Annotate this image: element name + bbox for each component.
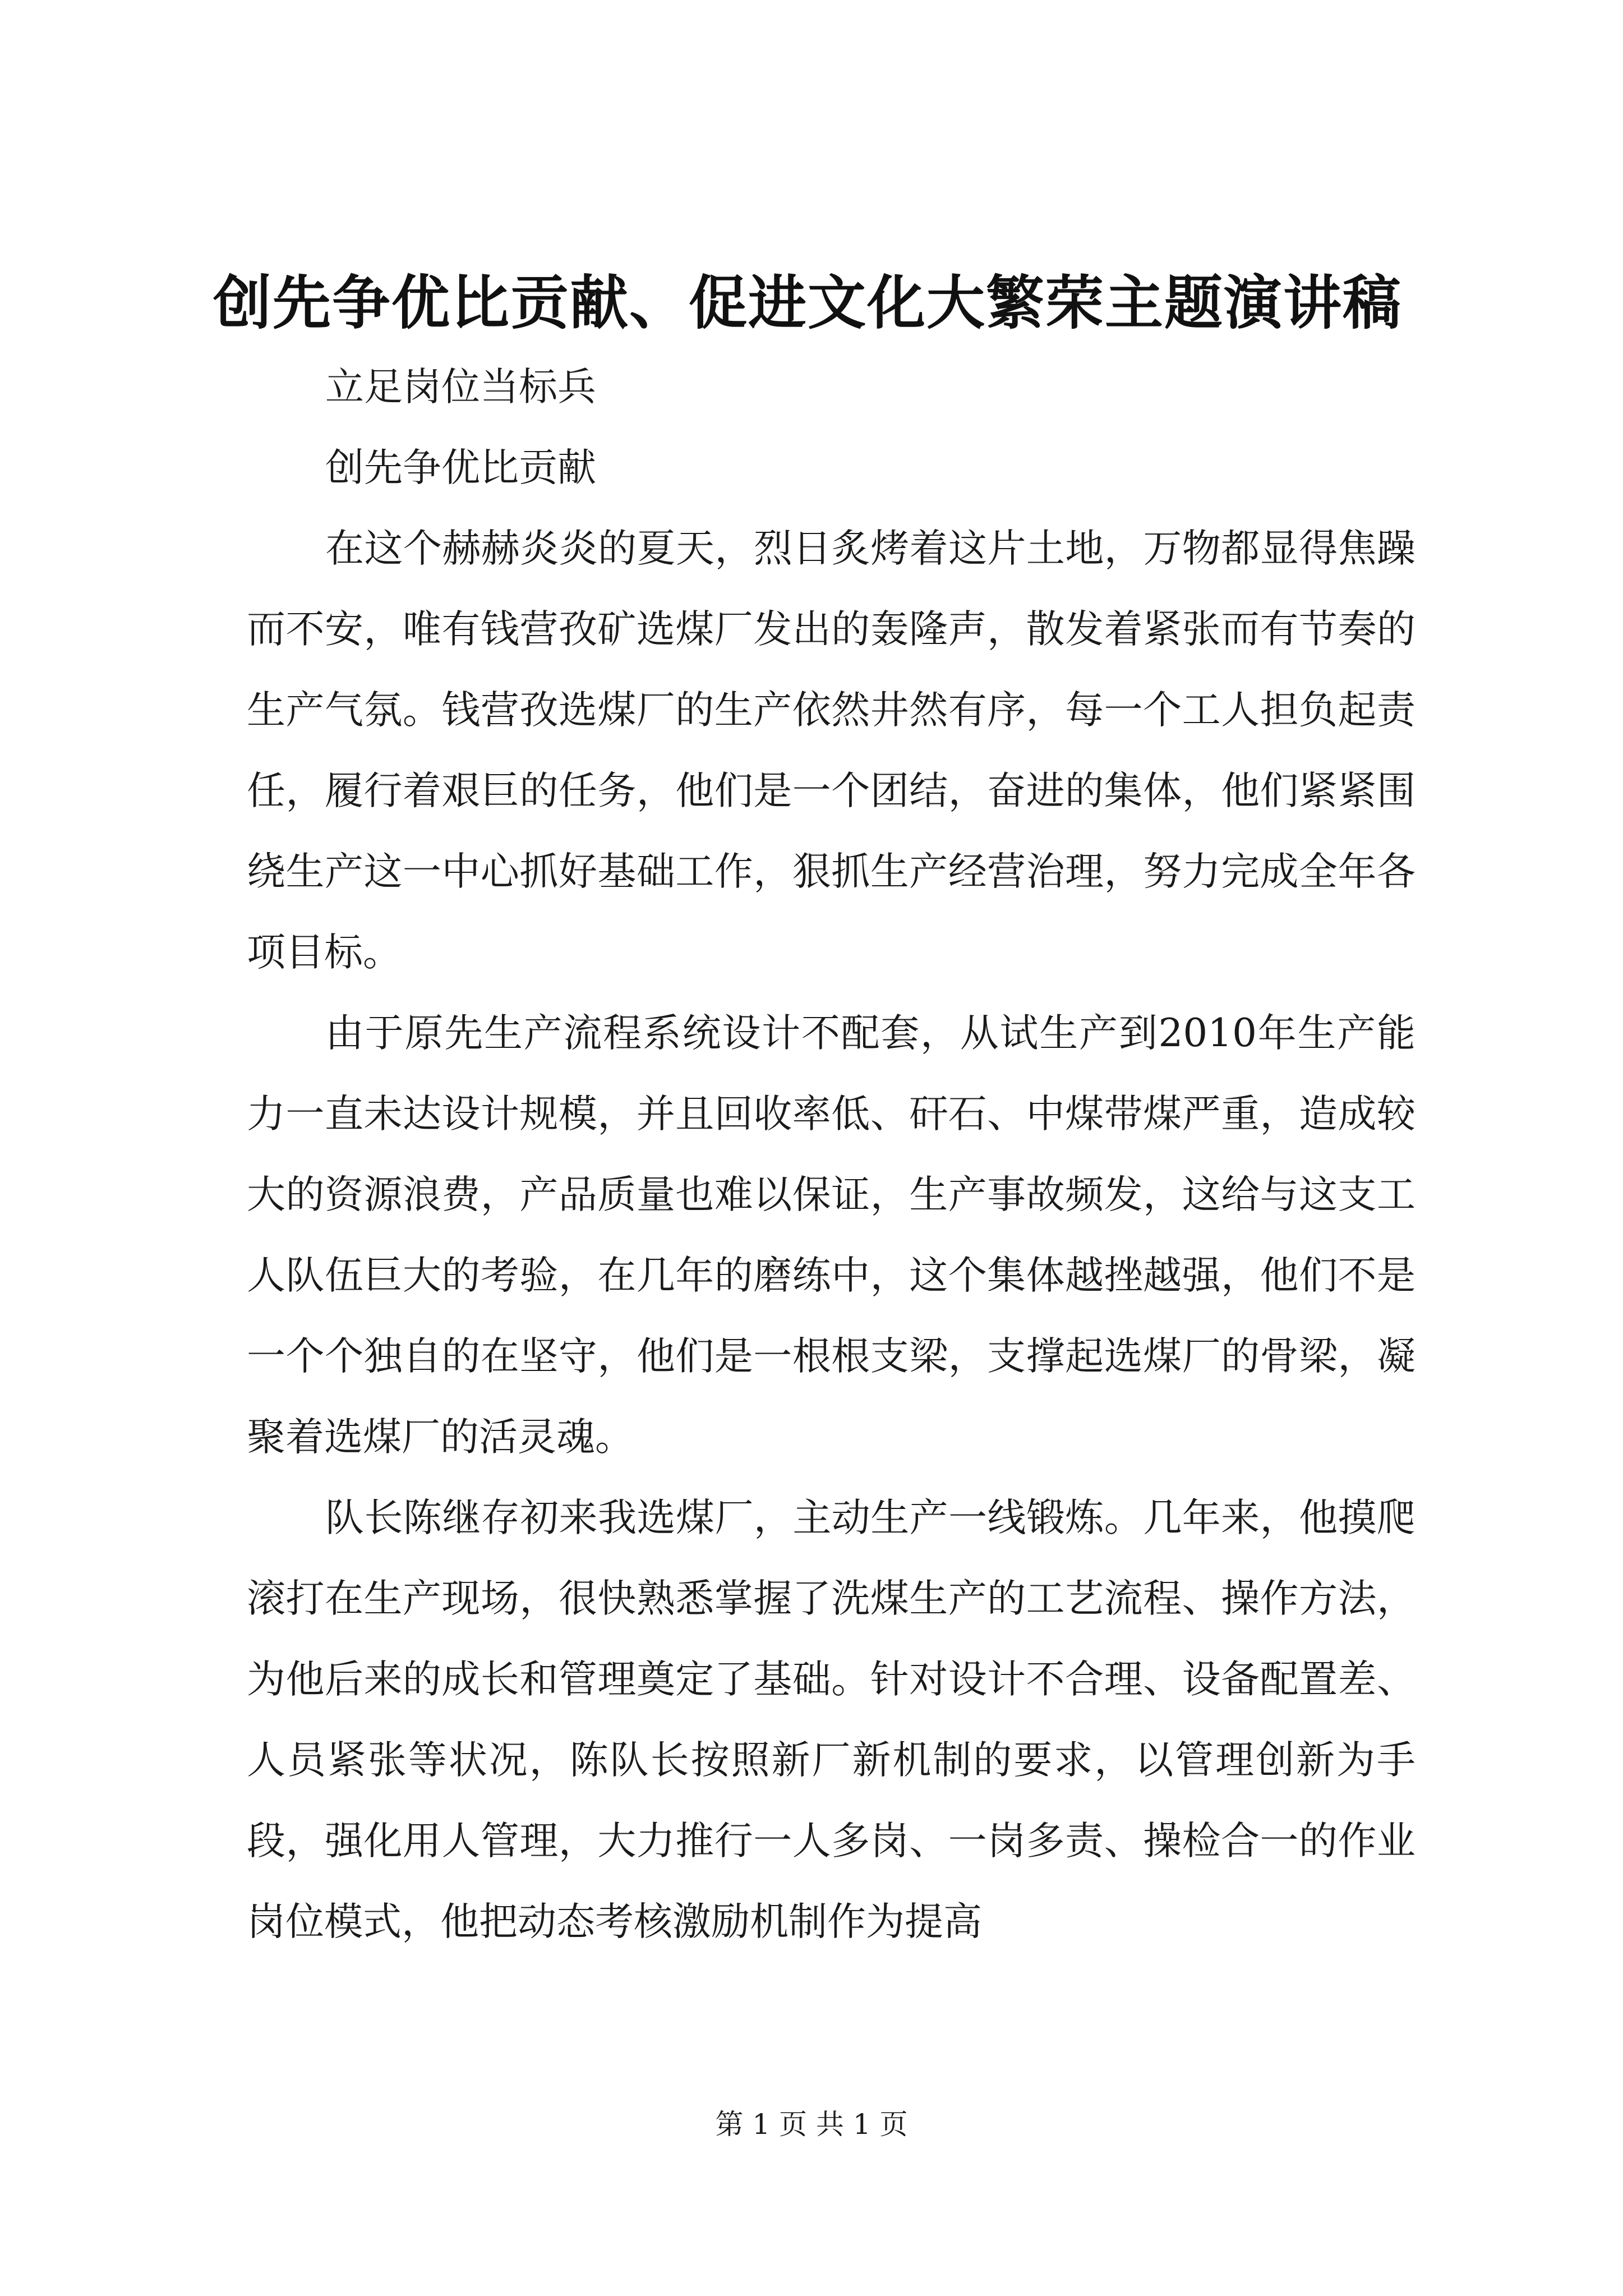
body-paragraph: 队长陈继存初来我选煤厂，主动生产一线锻炼。几年来，他摸爬滚打在生产现场，很快熟悉掌握了洗煤生产的工艺流程、操作方法，为他后来的成长和管理奠定了基础。针对设计不合理、设备配置差、人员紧张等状况，陈队长按照新厂新机制的要求，以管理创新为手段，强化用人管理，大力推行一人多岗、一岗多责、操检合一的作业岗位模式，他把动态考核激励机制作为提高 bbox=[247, 1496, 1415, 1944]
body-paragraph: 在这个赫赫炎炎的夏天，烈日炙烤着这片土地，万物都显得焦躁而不安，唯有钱营孜矿选煤厂发出的轰隆声，散发着紧张而有节奏的生产气氛。钱营孜选煤厂的生产依然井然有序，每一个工人担负起责任，履行着艰巨的任务，他们是一个团结，奋进的集体，他们紧紧围绕生产这一中心抓好基础工作，狠抓生产经营治理，努力完成全年各项目标。 bbox=[247, 526, 1415, 975]
subtitle-line-1: 立足岗位当标兵 bbox=[325, 365, 596, 409]
body-paragraph: 由于原先生产流程系统设计不配套，从试生产到2010年生产能力一直未达设计规模，并且回收率低、矸石、中煤带煤严重，造成较大的资源浪费，产品质量也难以保证，生产事故频发，这给与这支工人队伍巨大的考验，在几年的磨练中，这个集体越挫越强，他们不是一个个独自的在坚守，他们是一根根支梁，支撑起选煤厂的骨梁，凝聚着选煤厂的活灵魂。 bbox=[247, 1011, 1415, 1460]
page-title: 创先争优比贡献、促进文化大繁荣主题演讲稿 bbox=[213, 268, 1403, 337]
subtitle-line-2: 创先争优比贡献 bbox=[325, 445, 596, 490]
page-footer: 第 1 页 共 1 页 bbox=[715, 2108, 908, 2141]
document-body bbox=[247, 347, 1415, 1962]
